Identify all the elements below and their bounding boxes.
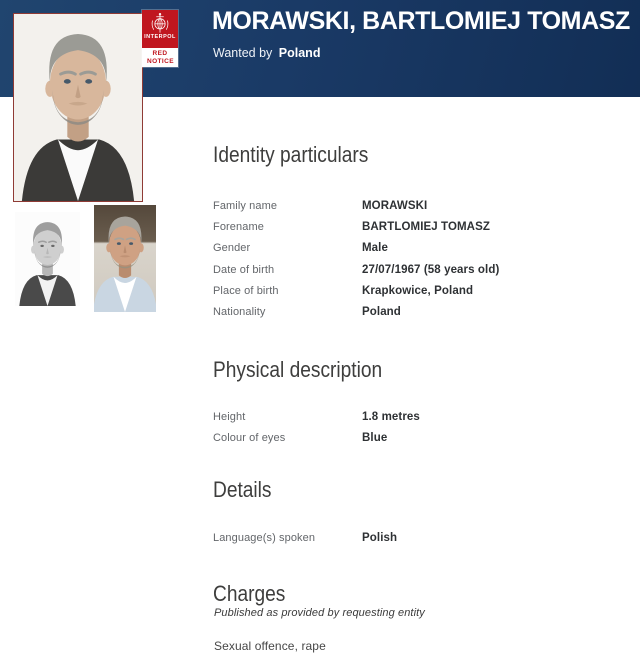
field-forename xyxy=(213,216,623,237)
details-fields xyxy=(213,527,623,548)
field-value: Poland xyxy=(362,306,401,319)
red-notice-badge xyxy=(142,10,178,67)
field-value: 1.8 metres xyxy=(362,410,420,423)
field-value: Blue xyxy=(362,431,388,444)
field-value: Male xyxy=(362,242,388,255)
physical-section-heading: Physical description xyxy=(213,357,383,382)
field-value: Polish xyxy=(362,531,398,544)
field-languages-spoken xyxy=(213,527,623,548)
field-height xyxy=(213,406,623,427)
wanted-person-name: MORAWSKI, BARTLOMIEJ TOMASZ xyxy=(212,7,630,35)
identity-section-heading: Identity particulars xyxy=(213,142,369,167)
field-label: Height xyxy=(213,410,246,423)
field-label: Nationality xyxy=(213,306,266,319)
field-value: BARTLOMIEJ TOMASZ xyxy=(362,220,490,233)
field-nationality xyxy=(213,301,623,322)
field-label: Family name xyxy=(213,199,278,212)
main-portrait-image xyxy=(14,14,142,201)
charge-description: Sexual offence, rape xyxy=(214,639,326,653)
badge-top xyxy=(142,10,178,48)
field-value: 27/07/1967 (58 years old) xyxy=(362,263,500,276)
red-notice-label: RED NOTICE xyxy=(147,50,174,65)
field-label: Place of birth xyxy=(213,284,279,297)
charges-section-heading: Charges xyxy=(213,581,286,606)
interpol-wordmark: INTERPOL xyxy=(144,34,176,40)
photo-thumbnail-grayscale xyxy=(15,212,80,306)
field-label: Language(s) spoken xyxy=(213,531,316,544)
field-date-of-birth xyxy=(213,259,623,280)
grayscale-portrait-image xyxy=(15,212,80,306)
details-section-heading: Details xyxy=(213,477,272,502)
field-label: Colour of eyes xyxy=(213,431,286,444)
main-photo xyxy=(13,13,143,202)
field-eye-colour xyxy=(213,427,623,448)
physical-fields xyxy=(213,406,623,449)
field-value: MORAWSKI xyxy=(362,199,428,212)
field-label: Forename xyxy=(213,220,264,233)
field-gender xyxy=(213,238,623,259)
identity-fields xyxy=(213,195,623,323)
interpol-emblem-icon xyxy=(150,12,170,34)
casual-portrait-image xyxy=(94,205,156,312)
field-label: Date of birth xyxy=(213,263,275,276)
charges-publication-note: Published as provided by requesting entity xyxy=(214,607,425,619)
field-place-of-birth xyxy=(213,280,623,301)
field-label: Gender xyxy=(213,242,251,255)
wanted-by-label: Wanted by xyxy=(213,46,273,60)
field-family-name xyxy=(213,195,623,216)
photo-thumbnail-casual xyxy=(94,205,156,312)
badge-bottom xyxy=(142,48,178,67)
field-value: Krapkowice, Poland xyxy=(362,284,474,297)
wanted-by-country: Poland xyxy=(278,46,321,60)
wanted-by-line xyxy=(213,46,320,61)
